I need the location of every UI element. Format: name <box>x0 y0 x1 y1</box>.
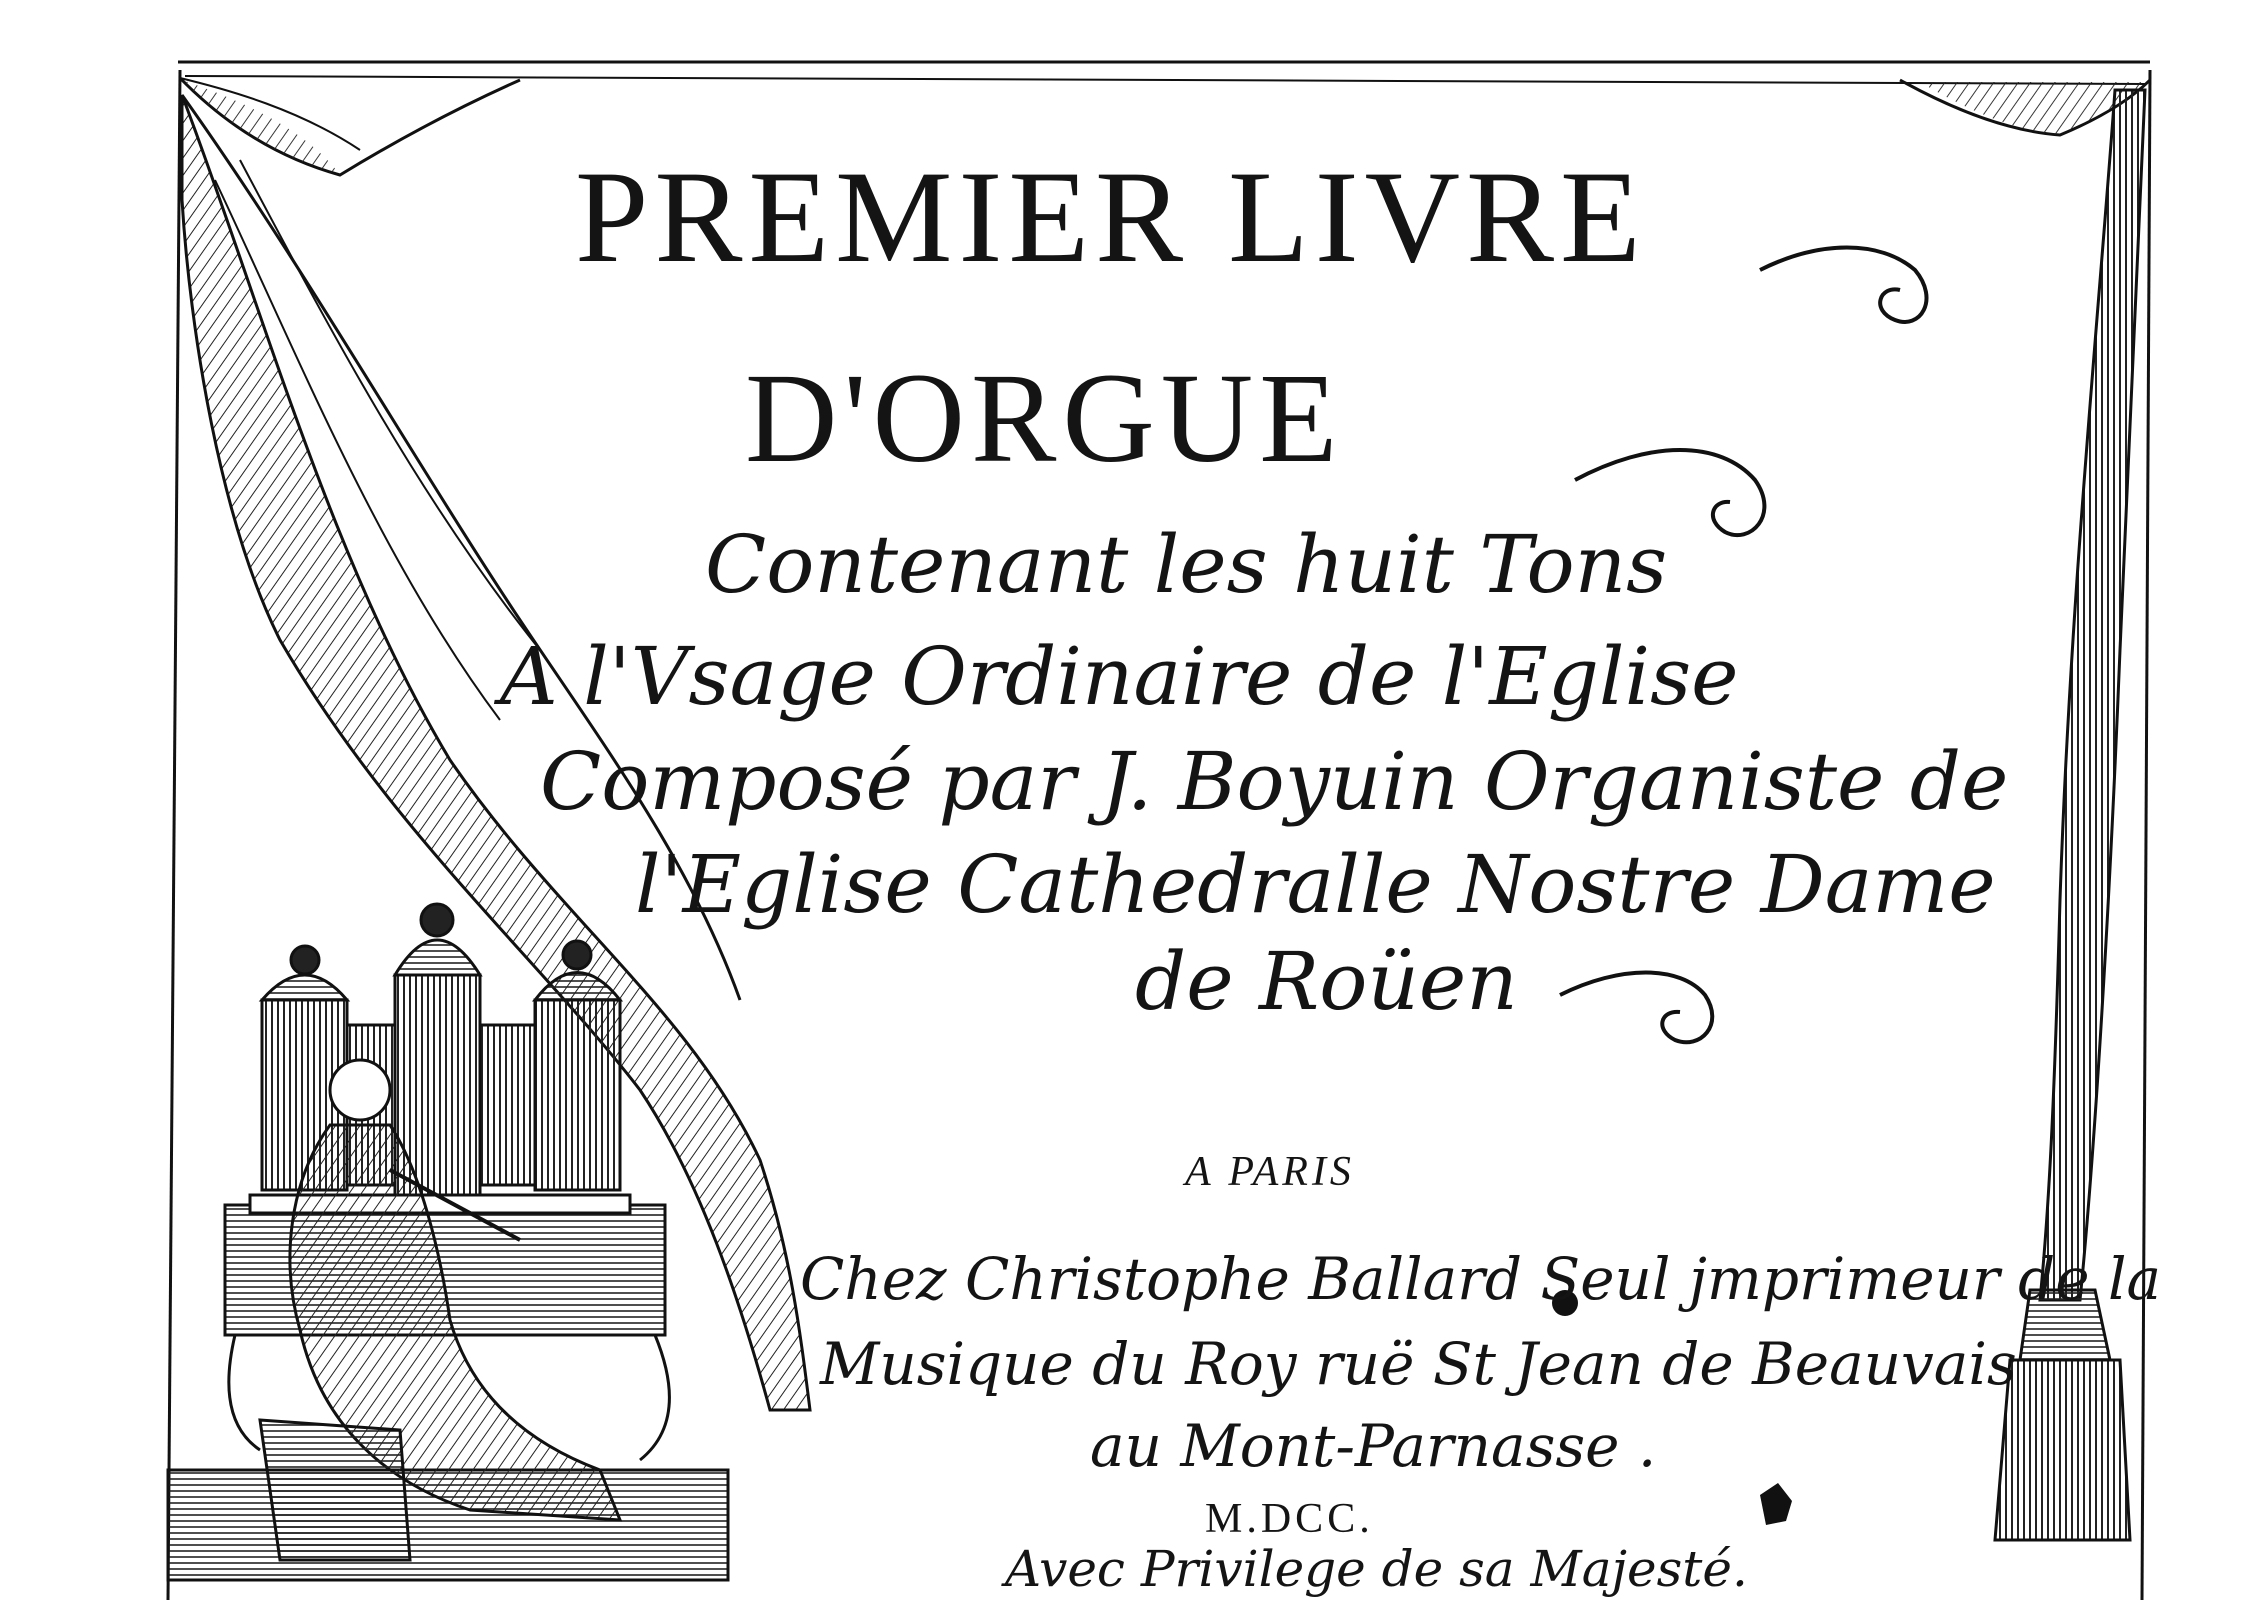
ink-blot <box>1552 1290 1792 1525</box>
imprint-line-2: Musique du Roy ruë St Jean de Beauvais <box>820 1330 2017 1398</box>
imprint-line-3: au Mont-Parnasse . <box>1090 1412 1657 1480</box>
imprint-city: A PARIS <box>1185 1149 1355 1195</box>
right-curtain-drapery <box>2040 90 2145 1300</box>
subtitle-line-2: A l'Vsage Ordinaire de l'Eglise <box>500 630 1739 723</box>
subtitle-line-5: de Roüen <box>1135 935 1518 1028</box>
title-line-1: PREMIER LIVRE <box>575 143 1647 290</box>
tassel-ornament <box>1995 1290 2130 1540</box>
title-line-2: D'ORGUE <box>745 347 1344 489</box>
privilege-line: Avec Privilege de sa Majesté. <box>1005 1540 1748 1598</box>
subtitle-line-1: Contenant les huit Tons <box>705 518 1668 611</box>
subtitle-line-4: l'Eglise Cathedralle Nostre Dame <box>635 838 1996 931</box>
subtitle-line-3: Composé par J. Boyuin Organiste de <box>540 735 2009 828</box>
imprint-line-1: Chez Christophe Ballard Seul jmprimeur de la <box>800 1245 2162 1313</box>
imprint-date: M.DCC. <box>1205 1496 1374 1542</box>
